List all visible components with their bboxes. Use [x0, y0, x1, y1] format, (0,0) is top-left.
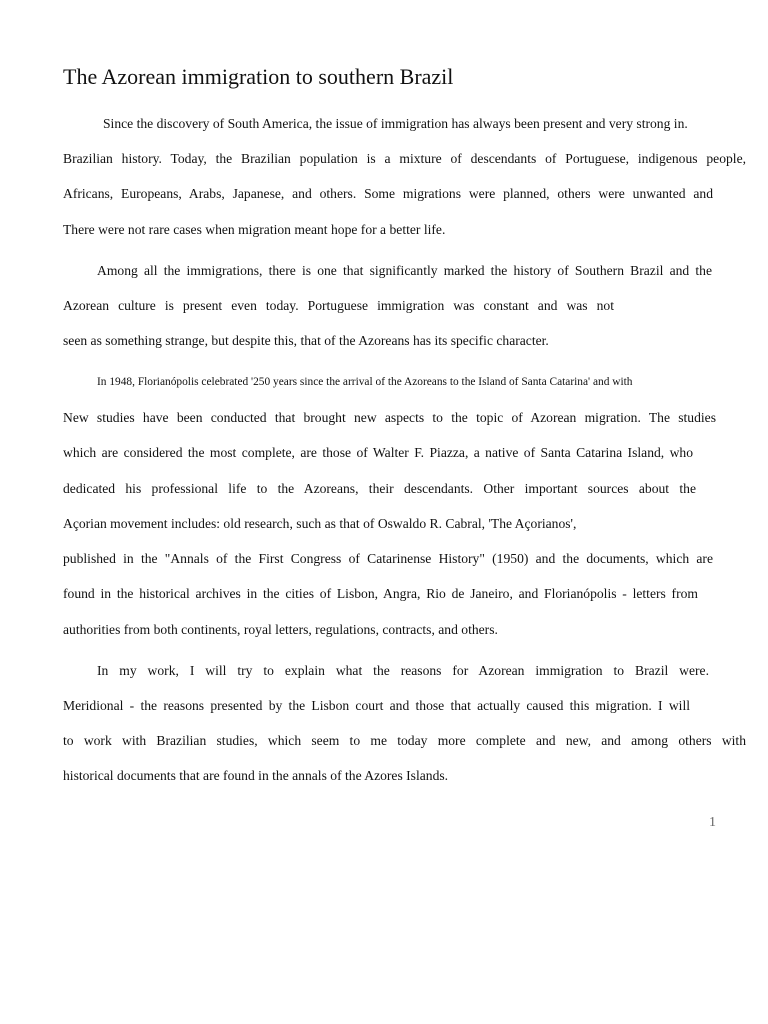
paragraph-3-line-7: found in the historical archives in the cities of Lisbon, Angra, Rio de Janeiro, and Florianópolis - letters from: [63, 586, 698, 601]
paragraph-4-line-4: historical documents that are found in the annals of the Azores Islands.: [63, 768, 449, 783]
paragraph-1-line-1: Since the discovery of South America, the issue of immigration has always been present and very strong in.: [103, 116, 688, 131]
paragraph-3-line-3: which are considered the most complete, are those of Walter F. Piazza, a native of Santa Catarina Island, who: [63, 445, 693, 460]
paragraph-4-line-1: In my work, I will try to explain what the reasons for Azorean immigration to Brazil were.: [97, 663, 709, 678]
paragraph-2-line-3: seen as something strange, but despite this, that of the Azoreans has its specific character.: [63, 333, 549, 348]
paragraph-3-line-8: authorities from both continents, royal letters, regulations, contracts, and others.: [63, 622, 498, 637]
paragraph-4-line-2: Meridional - the reasons presented by the Lisbon court and those that actually caused this migration. I will: [63, 698, 690, 713]
paragraph-3-line-4: dedicated his professional life to the Azoreans, their descendants. Other important sources about the: [63, 481, 696, 496]
paragraph-4-line-3: to work with Brazilian studies, which seem to me today more complete and new, and among others with: [63, 733, 746, 748]
paragraph-1-line-3: Africans, Europeans, Arabs, Japanese, and others. Some migrations were planned, others were unwanted and: [63, 186, 713, 201]
paragraph-3-line-6: published in the "Annals of the First Congress of Catarinense History" (1950) and the documents, which are: [63, 551, 713, 566]
paragraph-3-line-1: In 1948, Florianópolis celebrated '250 years since the arrival of the Azoreans to the Island of Santa Catarina' and with: [97, 376, 633, 388]
paragraph-3-line-5: Açorian movement includes: old research, such as that of Oswaldo R. Cabral, 'The Açorianos',: [63, 516, 577, 531]
paragraph-2-line-1: Among all the immigrations, there is one that significantly marked the history of Southern Brazil and the: [97, 263, 712, 278]
paragraph-2-line-2: Azorean culture is present even today. Portuguese immigration was constant and was not: [63, 298, 614, 313]
page-number: 1: [709, 815, 716, 830]
paragraph-1-line-2: Brazilian history. Today, the Brazilian population is a mixture of descendants of Portuguese, indigenous people,: [63, 151, 746, 166]
paragraph-1-line-4: There were not rare cases when migration meant hope for a better life.: [63, 222, 446, 237]
document-title: The Azorean immigration to southern Brazil: [63, 64, 454, 89]
paragraph-3-line-2: New studies have been conducted that brought new aspects to the topic of Azorean migration. The studies: [63, 410, 716, 425]
